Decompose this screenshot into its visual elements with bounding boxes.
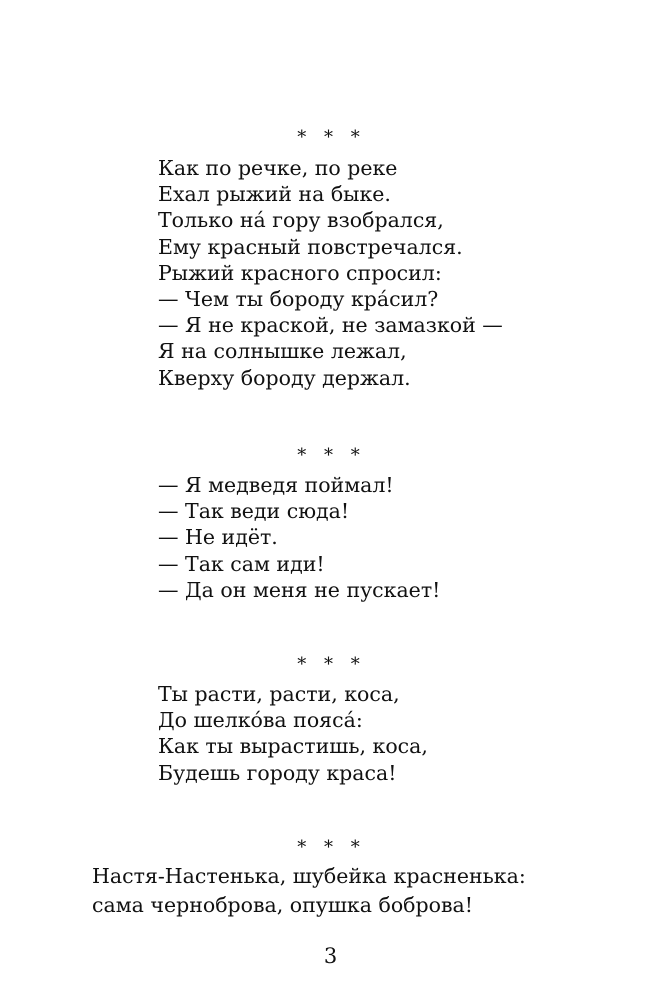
poem-line: — Так сам иди!: [158, 551, 325, 576]
poem-line: Будешь городу краса!: [158, 760, 397, 785]
poem-line: Ты расти, расти, коса,: [158, 682, 400, 706]
poem-line: — Я не краской, не замазкой —: [158, 313, 503, 338]
page-number: 3: [323, 944, 338, 968]
section-separator: * * *: [297, 837, 366, 858]
poem-line: Как по речке, по реке: [158, 156, 398, 180]
poem-line: Ехал рыжий на быке.: [158, 182, 391, 207]
section-separator: * * *: [297, 445, 366, 466]
poem-line: Я на солнышке лежал,: [158, 339, 407, 364]
poem-line: — Да он меня не пускает!: [158, 577, 441, 602]
poem-line: — Не идёт.: [158, 525, 278, 550]
poem-line: Как ты вырастишь, коса,: [158, 734, 428, 759]
poem-line: До шелко́ва пояса́:: [158, 708, 363, 733]
section-separator: * * *: [297, 654, 366, 675]
poem-3: [158, 681, 428, 786]
section-separator: * * *: [297, 127, 366, 148]
poem-4: [92, 862, 526, 920]
poem-line: Ему красный повстречался.: [158, 234, 463, 259]
poem-line: Только на́ гору взобрался,: [158, 208, 444, 233]
poem-line: — Так веди сюда!: [158, 499, 350, 524]
poem-line: — Чем ты бороду кра́сил?: [158, 286, 439, 311]
poem-line: сама черноброва, опушка боброва!: [92, 893, 473, 917]
poem-line: Рыжий красного спросил:: [158, 260, 442, 285]
poem-line: — Я медведя поймал!: [158, 473, 394, 497]
poem-1: [158, 155, 503, 391]
poem-2: [158, 472, 440, 603]
poem-line: Кверху бороду держал.: [158, 365, 411, 390]
poem-line: Настя-Настенька, шубейка красненька:: [92, 864, 526, 888]
